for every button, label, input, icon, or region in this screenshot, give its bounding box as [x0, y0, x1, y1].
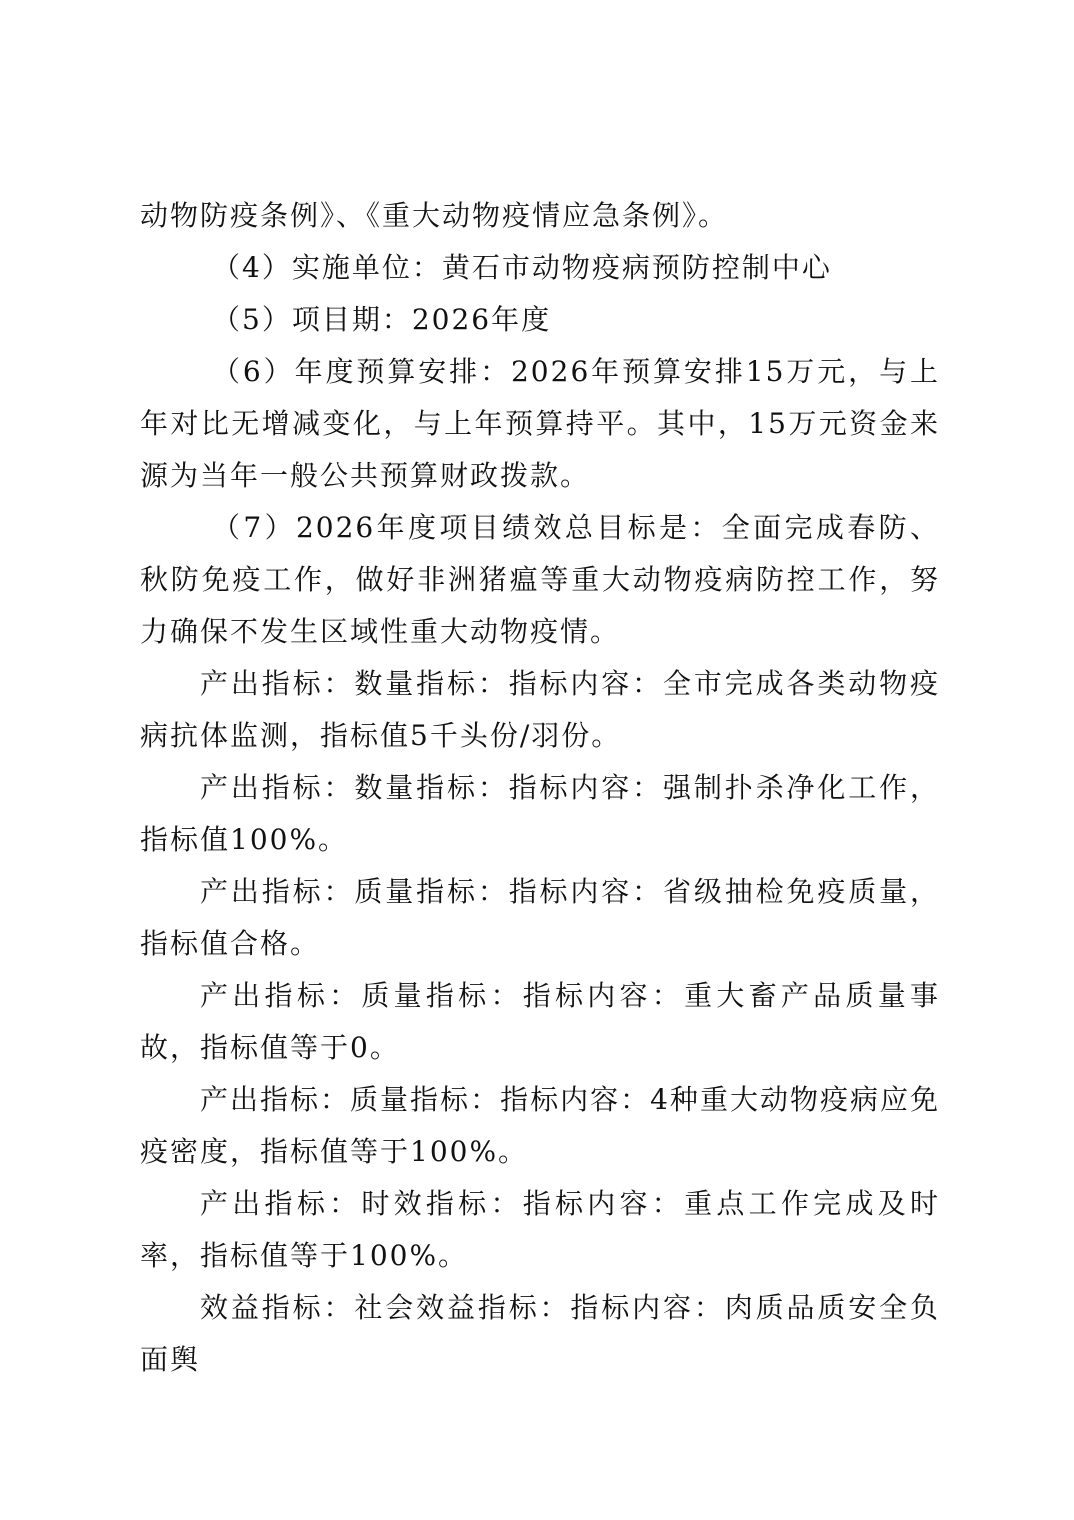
paragraph-output-indicator-quality-accident: 产出指标：质量指标：指标内容：重大畜产品质量事故，指标值等于0。: [140, 979, 940, 1064]
paragraph-performance-goal: （7）2026年度项目绩效总目标是：全面完成春防、秋防免疫工作，做好非洲猪瘟等重大动物疫病防控工作，努力确保不发生区域性重大动物疫情。: [140, 511, 940, 648]
document-body: [140, 190, 940, 1386]
paragraph-annual-budget: （6）年度预算安排：2026年预算安排15万元，与上年对比无增减变化，与上年预算持平。其中，15万元资金来源为当年一般公共预算财政拨款。: [140, 355, 940, 492]
paragraph-output-indicator-timeliness: 产出指标：时效指标：指标内容：重点工作完成及时率，指标值等于100%。: [140, 1187, 940, 1272]
paragraph-benefit-indicator: 效益指标：社会效益指标：指标内容：肉质品质安全负面舆: [140, 1291, 940, 1376]
paragraph-output-indicator-culling: 产出指标：数量指标：指标内容：强制扑杀净化工作，指标值100%。: [140, 771, 940, 856]
paragraph-output-indicator-immunization-density: 产出指标：质量指标：指标内容：4种重大动物疫病应免疫密度，指标值等于100%。: [140, 1083, 940, 1168]
paragraph-regulations-continued: 动物防疫条例》、《重大动物疫情应急条例》。: [140, 199, 729, 232]
paragraph-output-indicator-quality-inspection: 产出指标：质量指标：指标内容：省级抽检免疫质量，指标值合格。: [140, 875, 940, 960]
paragraph-project-period: （5）项目期：2026年度: [212, 303, 552, 336]
paragraph-implementing-unit: （4）实施单位：黄石市动物疫病预防控制中心: [212, 251, 832, 284]
paragraph-output-indicator-antibody-monitoring: 产出指标：数量指标：指标内容：全市完成各类动物疫病抗体监测，指标值5千头份/羽份。: [140, 667, 940, 752]
